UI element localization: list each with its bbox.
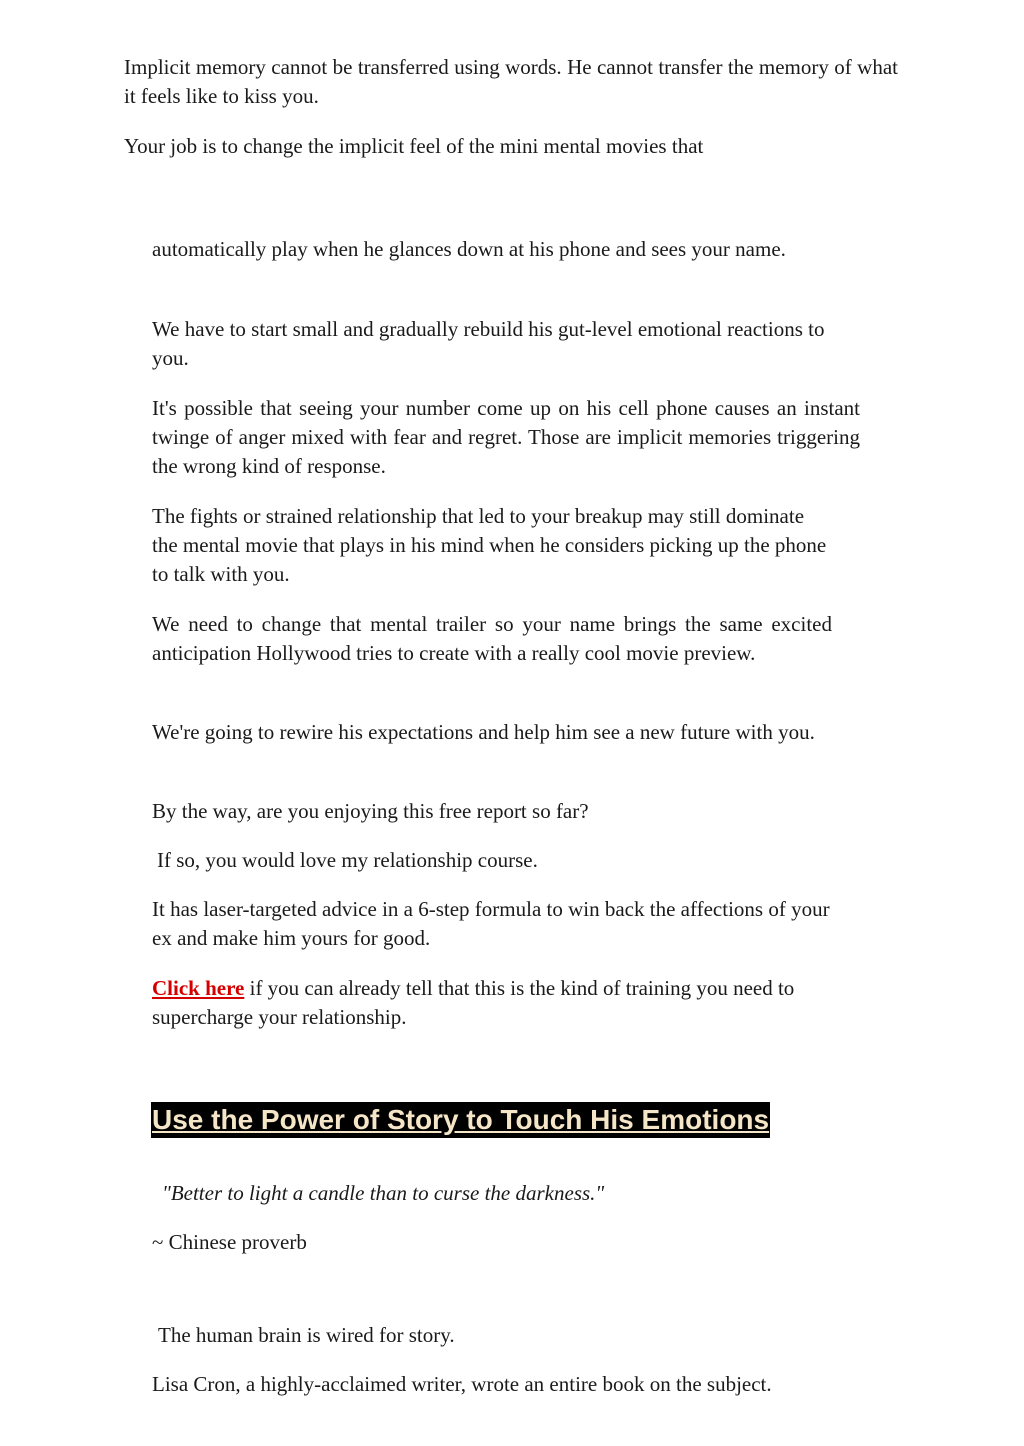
section-heading: Use the Power of Story to Touch His Emotions [151,1102,770,1138]
paragraph-possible: It's possible that seeing your number come up on his cell phone causes an instant twinge of anger mixed with fear and regret. Those are implicit memories triggering the wrong kind of response. [152,396,860,478]
paragraph-advice: It has laser-targeted advice in a 6-step formula to win back the affections of your ex and make him yours for good. [152,897,830,950]
paragraph-fights: The fights or strained relationship that led to your breakup may still dominate the mental movie that plays in his mind when he considers picking up the phone to talk with you. [152,504,827,586]
click-here-link[interactable]: Click here [152,976,245,1000]
proverb-quote: "Better to light a candle than to curse the darkness." [162,1181,605,1205]
click-here-rest: if you can already tell that this is the kind of training you need to supercharge your relationship. [152,976,795,1029]
paragraph-enjoying: By the way, are you enjoying this free report so far? [152,799,589,823]
paragraph-your-job: Your job is to change the implicit feel of the mini mental movies that [124,134,704,158]
paragraph-lisa-cron: Lisa Cron, a highly-acclaimed writer, wrote an entire book on the subject. [152,1372,772,1396]
paragraph-automatically-play: automatically play when he glances down at his phone and sees your name. [152,237,786,261]
paragraph-brain-story: The human brain is wired for story. [158,1323,455,1347]
paragraph-course: If so, you would love my relationship course. [157,848,538,872]
paragraph-mental-trailer: We need to change that mental trailer so your name brings the same excited anticipation Hollywood tries to create with a really cool movie preview. [152,612,832,665]
paragraph-start-small: We have to start small and gradually rebuild his gut-level emotional reactions to you. [152,317,825,370]
paragraph-rewire: We're going to rewire his expectations and help him see a new future with you. [152,720,815,744]
paragraph-implicit-memory: Implicit memory cannot be transferred using words. He cannot transfer the memory of what it feels like to kiss you. [124,55,898,108]
proverb-attribution: ~ Chinese proverb [152,1230,307,1254]
paragraph-click-here [152,974,832,1032]
